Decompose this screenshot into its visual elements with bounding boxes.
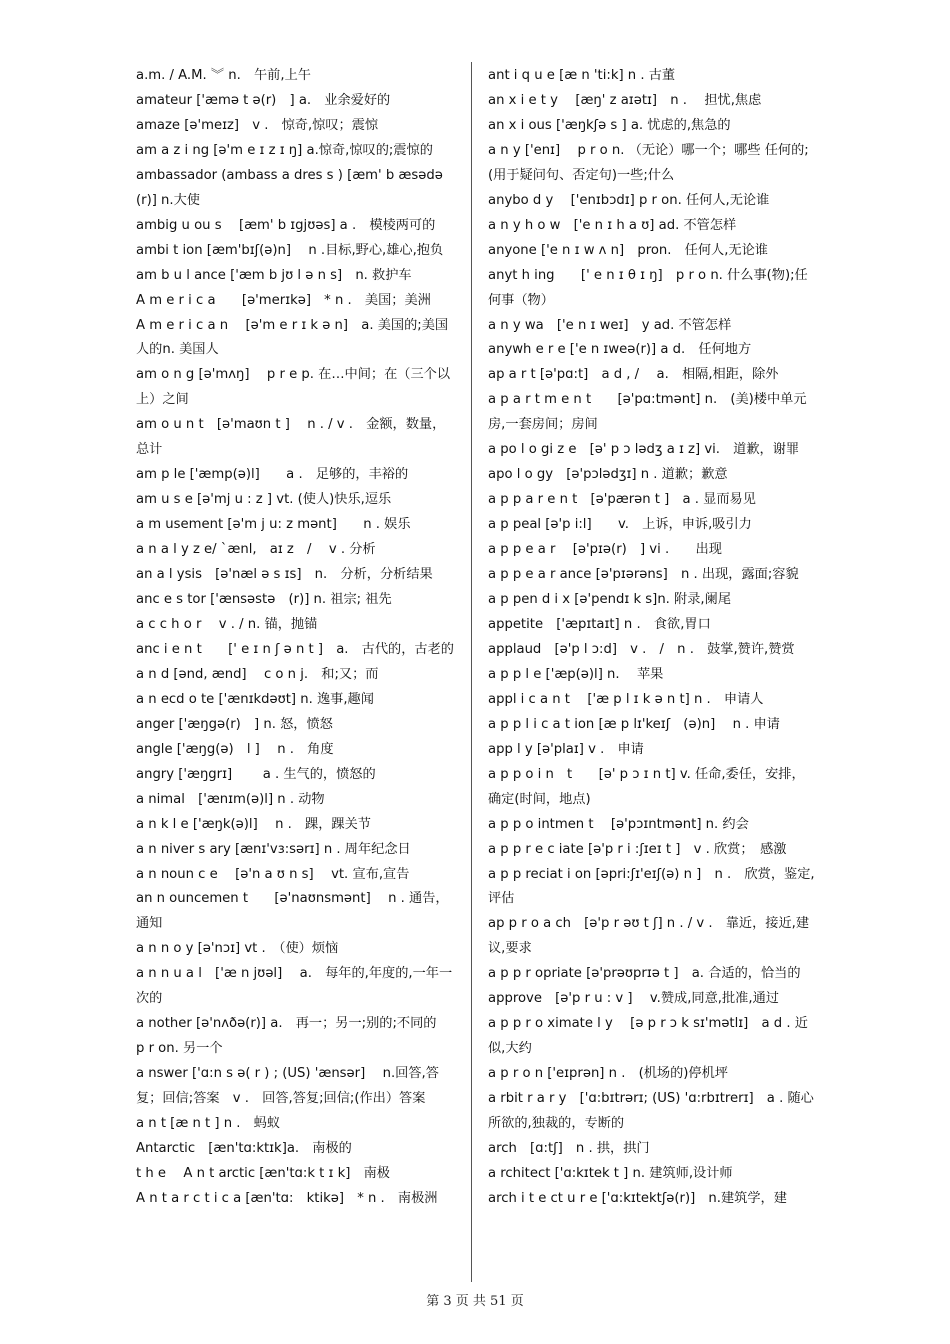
vocab-entry: arch i t e ct u r e ['ɑ:kɪtektʃə(r)] n.建筑学，建 — [488, 1190, 787, 1206]
vocab-entry: a p p o i n t [ə' p ɔ ɪ n t] v. 任命,委任，安排，确定(时间，地点) — [488, 766, 805, 807]
vocab-entry: anywh e r e ['e n ɪweə(r)] a d. 任何地方 — [488, 342, 752, 358]
vocab-entry: an a l ysis [ə'næl ə s ɪs] n. 分析，分析结果 — [136, 567, 433, 583]
vocab-entry: a nswer ['ɑ:n s ə( r ) ; (US) 'ænsər] n.回答,答复；回信;答案 v . 回答,答复;回信;(作出）答案 — [136, 1066, 439, 1107]
vocab-entry: a p p l e ['æp(ə)l] n. 苹果 — [488, 666, 664, 682]
vocab-entry: A m e r i c a n [ə'm e r ɪ k ə n] a. 美国的;美国人的n. 美国人 — [136, 317, 449, 358]
vocab-entry: a rchitect ['ɑ:kɪtek t ] n. 建筑师,设计师 — [488, 1165, 733, 1181]
vocab-entry: ambassador (ambass a dres s ) [æm' b æsədə (r)] n.大使 — [136, 167, 456, 208]
vocab-entry: am o u n t [ə'maʊn t ] n . / v . 金额，数量，总计 — [136, 417, 446, 458]
vocab-entry: anc i e n t [' e ɪ n ʃ ə n t ] a. 古代的，古老的 — [136, 641, 454, 657]
vocab-entry: a n y ['enɪ] p r o n. （无论）哪一个；哪些 任何的;(用于疑问句、否定句)一些;什么 — [488, 142, 809, 183]
vocab-entry: a n noun c e [ə'n a ʊ n s] vt. 宣布,宣告 — [136, 866, 410, 882]
vocab-entry: ambi t ion [æm'bɪʃ(ə)n] n .目标,野心,雄心,抱负 — [136, 242, 444, 258]
vocab-entry: a n t [æ n t ] n . 蚂蚁 — [136, 1116, 281, 1132]
vocab-entry: a rbit r a r y ['ɑ:bɪtrərɪ; (US) 'ɑ:rbɪtrerɪ] a . 随心所欲的,独裁的，专断的 — [488, 1091, 814, 1132]
vocab-entry: A m e r i c a [ə'merɪkə] * n . 美国；美洲 — [136, 292, 431, 308]
vocab-entry: am b u l ance ['æm b jʊ l ə n s] n. 救护车 — [136, 267, 412, 283]
vocab-entry: a c c h o r v . / n. 锚，抛锚 — [136, 616, 318, 632]
vocab-entry: a p p reciat i on [əpri:ʃɪ'eɪʃ(ə) n ] n . 欣赏，鉴定,评估 — [488, 866, 815, 907]
vocab-entry: a m usement [ə'm j u: z mənt] n . 娱乐 — [136, 517, 411, 533]
vocab-entry: an x i ous ['æŋkʃə s ] a. 忧虑的,焦急的 — [488, 117, 731, 133]
right-column — [488, 64, 816, 1212]
vocab-entry: a p peal [ə'p i:l] v. 上诉，申诉,吸引力 — [488, 517, 752, 533]
vocab-entry: ap a r t [ə'pɑ:t] a d , / a. 相隔,相距，除外 — [488, 367, 779, 383]
vocab-entry: anybo d y ['enɪbɔdɪ] p r on. 任何人,无论谁 — [488, 192, 770, 208]
vocab-entry: arch [ɑ:tʃ] n . 拱，拱门 — [488, 1140, 650, 1156]
vocab-entry: am o n g [ə'mʌŋ] p r e p. 在…中间；在（三个以上）之间 — [136, 367, 451, 408]
vocab-entry: a p p r e c iate [ə'p r i :ʃɪeɪ t ] v . 欣赏； 感激 — [488, 841, 787, 857]
vocab-entry: an x i e t y [æŋ' z aɪətɪ] n . 担忧,焦虑 — [488, 92, 762, 108]
column-divider — [471, 62, 472, 1282]
vocab-entry: am p le ['æmp(ə)l] a . 足够的，丰裕的 — [136, 467, 409, 483]
vocab-entry: apo l o gy [ə'pɔlədʒɪ] n . 道歉；歉意 — [488, 467, 728, 483]
vocab-entry: a p p l i c a t ion [æ p lɪ'keɪʃ (ə)n] n . 申请 — [488, 716, 780, 732]
vocab-entry: appl i c a n t ['æ p l ɪ k ə n t] n . 申请人 — [488, 691, 764, 707]
vocab-entry: a p p e a r ance [ə'pɪərəns] n . 出现，露面;容貌 — [488, 567, 799, 583]
vocab-entry: a n niver s ary [ænɪ'vɜ:sərɪ] n . 周年纪念日 — [136, 841, 411, 857]
vocab-entry: applaud [ə'p l ɔ:d] v . / n . 鼓掌,赞许,赞赏 — [488, 641, 795, 657]
vocab-entry: t h e A n t arctic [æn'tɑ:k t ɪ k] 南极 — [136, 1165, 390, 1181]
vocab-entry: a p p e a r [ə'pɪə(r) ] vi . 出现 — [488, 542, 722, 558]
vocab-entry: a nimal ['ænɪm(ə)l] n . 动物 — [136, 791, 325, 807]
page-footer: 第 3 页 共 51 页 — [426, 1294, 524, 1309]
vocab-entry: ant i q u e [æ n 'ti:k] n . 古董 — [488, 68, 676, 83]
vocab-entry: a n d [ənd, ænd] c o n j. 和;又；而 — [136, 666, 379, 682]
vocab-entry: a n a l y z e/ `ænl, aɪ z / v . 分析 — [136, 542, 376, 558]
vocab-entry: angle ['æŋg(ə) l ] n . 角度 — [136, 741, 334, 757]
vocab-entry: appetite ['æpɪtaɪt] n . 食欲,胃口 — [488, 616, 711, 632]
vocab-entry: A n t a r c t i c a [æn'tɑ: ktikə] * n . 南极洲 — [136, 1190, 438, 1206]
vocab-entry: a nother [ə'nʌðə(r)] a. 再一；另一;别的;不同的 p r on. 另一个 — [136, 1016, 454, 1057]
vocab-entry: a p p a r e n t [ə'pærən t ] a . 显而易见 — [488, 492, 756, 508]
vocab-entry: an n ouncemen t [ə'naʊnsmənt] n . 通告，通知 — [136, 891, 449, 932]
vocab-entry: amateur ['æmə t ə(r) ] a. 业余爱好的 — [136, 92, 391, 108]
vocab-entry: a n ecd o te ['ænɪkdəʊt] n. 逸事,趣闻 — [136, 691, 374, 707]
vocab-entry: amaze [ə'meɪz] v . 惊奇,惊叹；震惊 — [136, 117, 379, 133]
vocab-entry: anger ['æŋgə(r) ] n. 怒，愤怒 — [136, 716, 333, 732]
vocab-entry: am u s e [ə'mj u : z ] vt. (使人)快乐,逗乐 — [136, 492, 392, 508]
vocab-entry: a p p o intmen t [ə'pɔɪntmənt] n. 约会 — [488, 816, 749, 832]
vocab-entry: ambig u ou s [æm' b ɪgjʊəs] a . 模棱两可的 — [136, 217, 436, 233]
vocab-entry: a p r o n ['eɪprən] n . (机场的)停机坪 — [488, 1066, 728, 1082]
vocab-entry: angry ['æŋgrɪ] a . 生气的，愤怒的 — [136, 766, 376, 782]
vocab-entry: a.m. / A.M. ︾ n. 午前,上午 — [136, 68, 311, 83]
vocab-entry: a n y h o w ['e n ɪ h a ʊ] ad. 不管怎样 — [488, 217, 737, 233]
vocab-entry: anyone ['e n ɪ w ʌ n] pron. 任何人,无论谁 — [488, 242, 768, 258]
vocab-entry: app l y [ə'plaɪ] v . 申请 — [488, 741, 644, 757]
vocab-entry: ap p r o a ch [ə'p r əʊ t ʃ] n . / v . 靠近，接近,建议,要求 — [488, 916, 810, 957]
vocab-entry: a n k l e ['æŋk(ə)l] n . 踝，踝关节 — [136, 816, 371, 832]
vocab-entry: a p a r t m e n t [ə'pɑ:tmənt] n. (美)楼中单元房,一套房间；房间 — [488, 392, 807, 433]
left-column — [136, 64, 458, 1212]
vocab-entry: a n n u a l ['æ n jʊəl] a. 每年的,年度的,一年一次的 — [136, 966, 453, 1007]
vocab-entry: a p pen d i x [ə'pendɪ k s]n. 附录,阑尾 — [488, 592, 732, 608]
vocab-entry: a p p r opriate [ə'prəʊprɪə t ] a. 合适的，恰当的 — [488, 966, 801, 982]
vocab-entry: approve [ə'p r u : v ] v.赞成,同意,批准,通过 — [488, 991, 779, 1007]
vocab-entry: a n n o y [ə'nɔɪ] vt . （使）烦恼 — [136, 941, 339, 957]
vocab-entry: anc e s tor ['ænsəstə (r)] n. 祖宗; 祖先 — [136, 592, 392, 608]
vocab-entry: a n y wa ['e n ɪ weɪ] y ad. 不管怎样 — [488, 317, 732, 333]
vocab-entry: am a z i ng [ə'm e ɪ z ɪ ŋ] a.惊奇,惊叹的;震惊的 — [136, 142, 433, 158]
vocab-entry: anyt h ing [' e n ɪ θ ɪ ŋ] p r o n. 什么事(物);任何事（物） — [488, 267, 808, 308]
vocab-entry: a po l o gi z e [ə' p ɔ lədʒ a ɪ z] vi. 道歉，谢罪 — [488, 442, 800, 458]
vocab-entry: Antarctic [æn'tɑ:ktɪk]a. 南极的 — [136, 1140, 352, 1156]
vocab-entry: a p p r o ximate l y [ə p r ɔ k sɪ'mətlɪ] a d . 近似,大约 — [488, 1016, 808, 1057]
